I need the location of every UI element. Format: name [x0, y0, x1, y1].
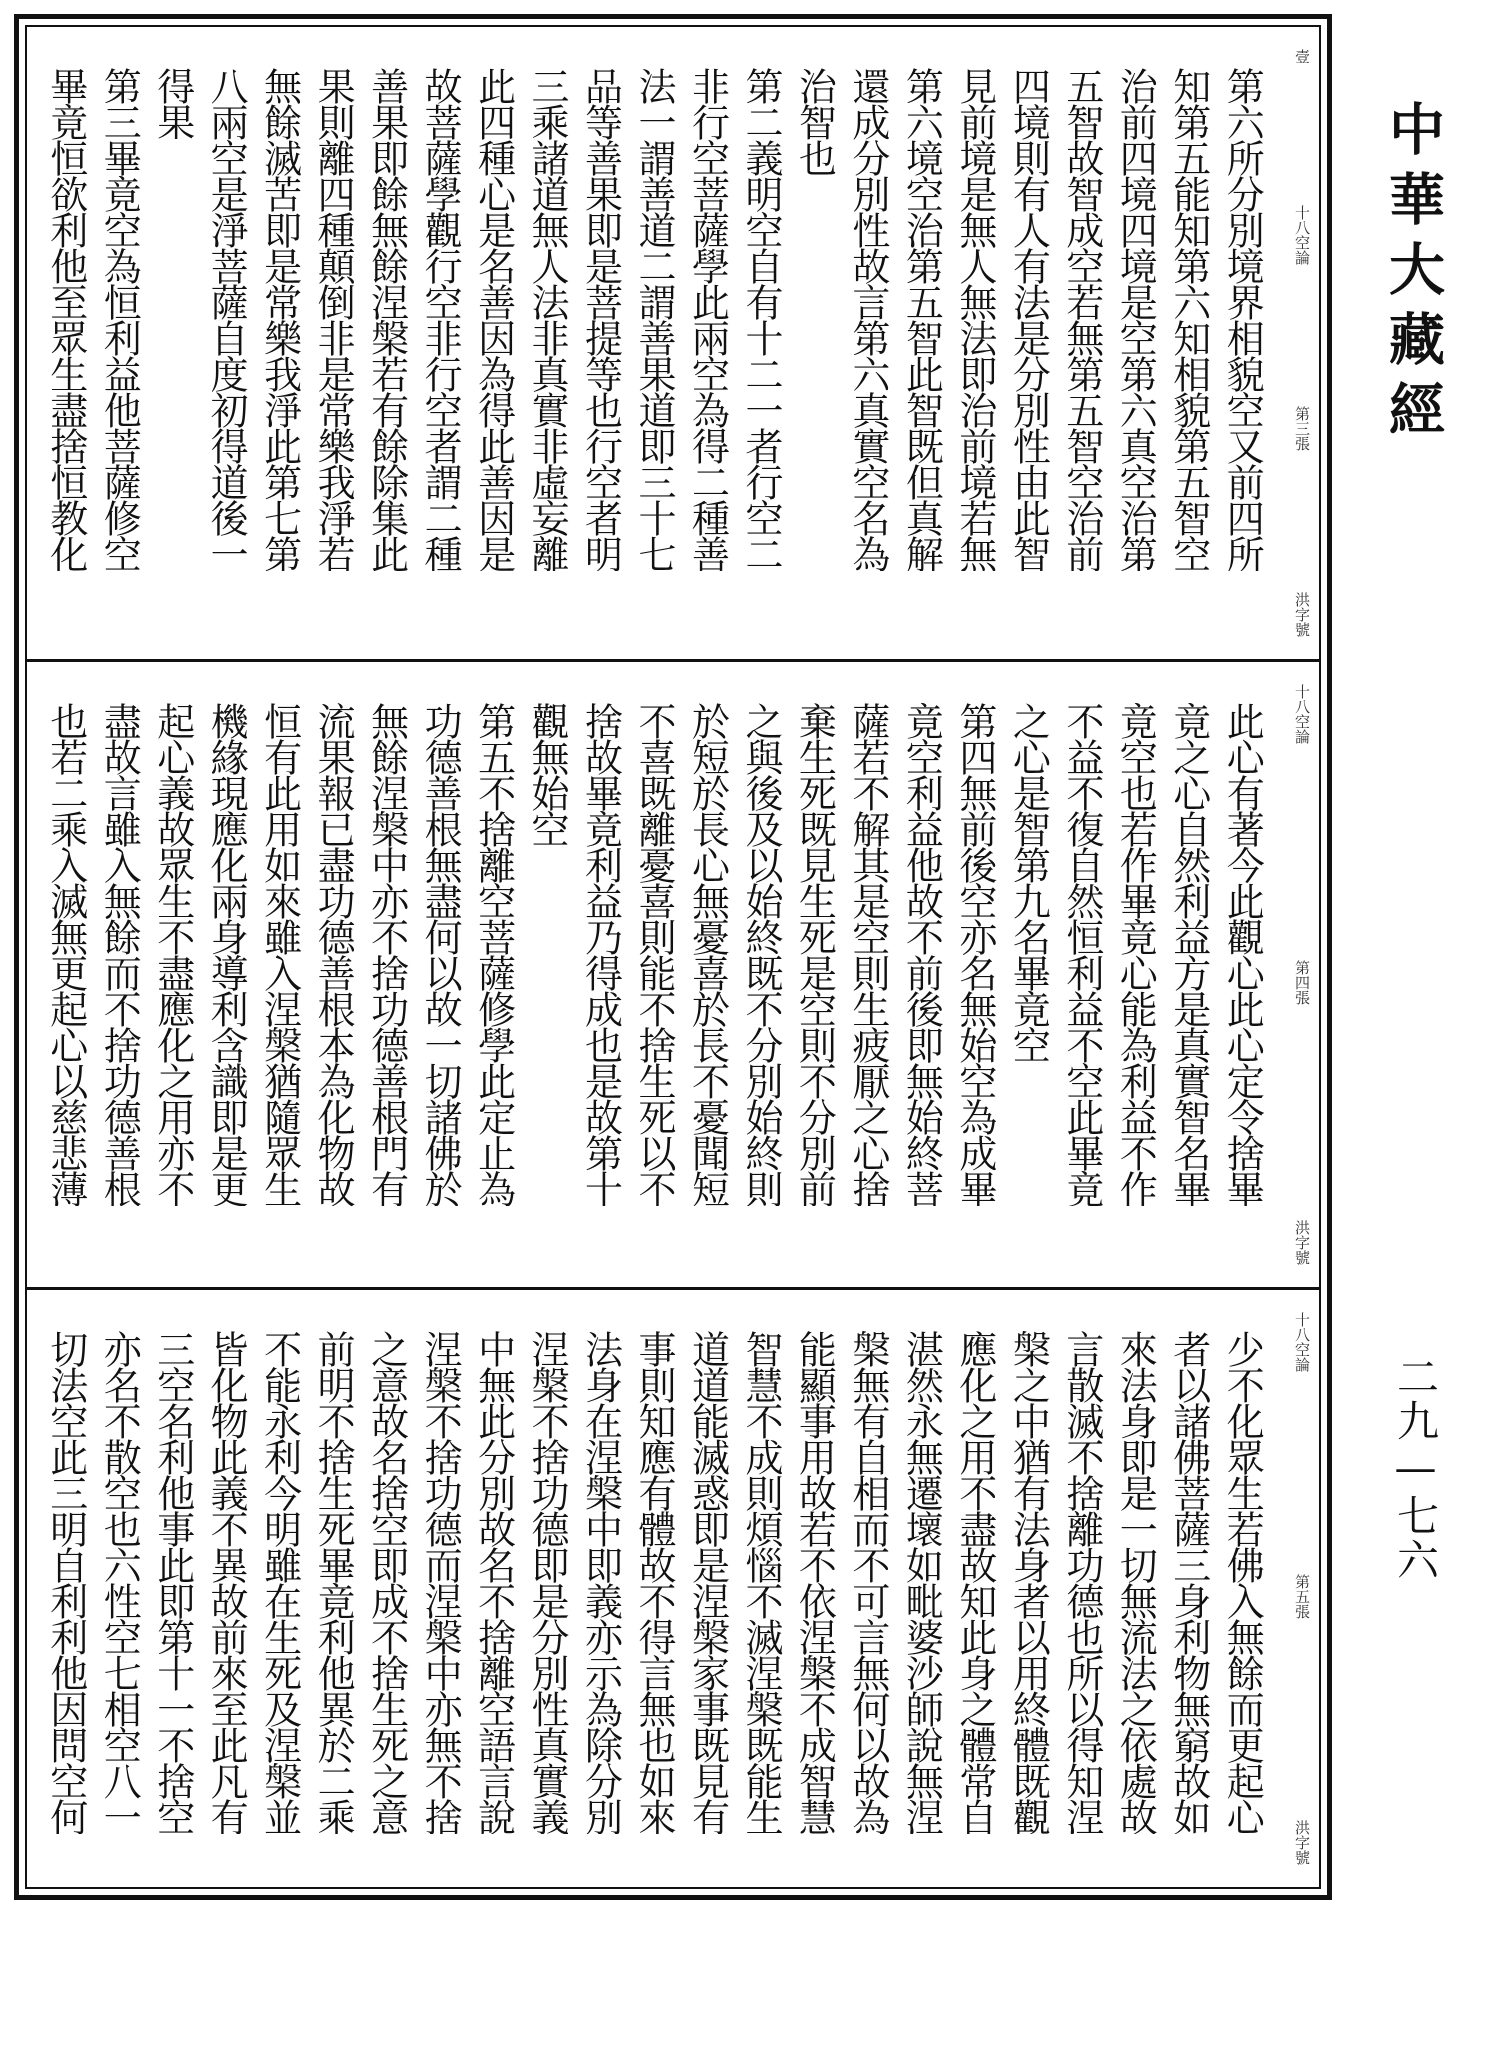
text-column: 第四無前後空亦名無始空為成畢 — [952, 702, 997, 1206]
text-column: 之與後及以始終既不分別始終則 — [738, 702, 783, 1206]
text-column: 法身在涅槃中即義亦示為除分別 — [578, 1330, 623, 1834]
text-column: 事則知應有體故不得言無也如來 — [632, 1330, 676, 1834]
text-column: 第六所分別境界相貌空又前四所 — [1220, 67, 1265, 571]
text-column: 三空名利他事此即第十一不捨空 — [150, 1330, 195, 1834]
text-column: 治智也 — [792, 67, 837, 175]
margin-note-text: 第三張 — [1293, 406, 1311, 451]
text-column: 捨故畢竟利益乃得成也是故第十 — [578, 702, 623, 1206]
text-column: 法一謂善道二謂善果道即三十七 — [632, 67, 676, 571]
text-column: 善果即餘無餘涅槃若有餘除集此 — [364, 67, 409, 571]
text-column: 無餘滅苦即是常樂我淨此第七第 — [257, 67, 302, 571]
text-column: 功德善根無盡何以故一切諸佛於 — [418, 702, 463, 1206]
text-column: 竟空也若作畢竟心能為利益不作 — [1113, 702, 1158, 1206]
text-column: 棄生死既見生死是空則不分別前 — [792, 702, 837, 1206]
margin-note-text: 洪字號 — [1293, 1820, 1311, 1865]
text-column: 應化之用不盡故知此身之體常自 — [952, 1330, 997, 1834]
text-column: 第二義明空自有十二一者行空二 — [738, 67, 783, 571]
text-column: 第五不捨離空菩薩修學此定止為 — [471, 702, 516, 1206]
margin-note-text: 壹 — [1293, 49, 1311, 64]
text-column: 也若二乘入滅無更起心以慈悲薄 — [43, 702, 88, 1206]
text-column: 此心有著今此觀心此心定令捨畢 — [1220, 702, 1265, 1206]
text-column: 不能永利今明雖在生死及涅槃並 — [257, 1330, 302, 1834]
text-column: 故菩薩學觀行空非行空者謂二種 — [418, 67, 463, 571]
text-column: 不益不復自然恒利益不空此畢竟 — [1059, 702, 1104, 1206]
text-column: 三乘諸道無人法非真實非虛妄離 — [525, 67, 570, 571]
text-column: 之心是智第九名畢竟空 — [1006, 702, 1051, 1062]
text-column: 切法空此三明自利利他因問空何 — [43, 1330, 88, 1834]
text-column: 言散滅不捨離功德也所以得知涅 — [1059, 1330, 1104, 1834]
text-column: 四境則有人有法是分別性由此智 — [1006, 67, 1051, 571]
margin-note — [1291, 684, 1313, 1265]
text-column: 槃之中猶有法身者以用終體既觀 — [1006, 1330, 1051, 1834]
text-column: 流果報已盡功德善根本為化物故 — [311, 702, 356, 1206]
text-column: 果則離四種顛倒非是常樂我淨若 — [311, 67, 356, 571]
side-title: 中華大藏經 — [1380, 100, 1446, 450]
text-column: 中無此分別故名不捨離空語言說 — [471, 1330, 516, 1834]
text-column: 盡故言雖入無餘而不捨功德善根 — [97, 702, 142, 1206]
text-column: 見前境是無人無法即治前境若無 — [952, 67, 997, 571]
text-column: 無餘涅槃中亦不捨功德善根門有 — [364, 702, 409, 1206]
margin-note-text: 十八空論 — [1293, 205, 1311, 265]
text-panel-3 — [27, 1290, 1319, 1887]
text-column: 得果 — [150, 67, 195, 139]
text-column: 之意故名捨空即成不捨生死之意 — [364, 1330, 409, 1834]
margin-note-text: 第四張 — [1293, 959, 1311, 1005]
text-column: 前明不捨生死畢竟利他異於二乘 — [311, 1330, 356, 1834]
margin-note-text: 洪字號 — [1293, 1220, 1311, 1265]
text-column: 智慧不成則煩惱不滅涅槃既能生 — [738, 1330, 783, 1834]
text-column: 道道能滅惑即是涅槃家事既見有 — [685, 1330, 730, 1834]
text-column: 者以諸佛菩薩三身利物無窮故如 — [1166, 1330, 1211, 1834]
margin-note-text: 第五張 — [1293, 1573, 1311, 1619]
text-column: 非行空菩薩學此兩空為得二種善 — [685, 67, 730, 571]
page-frame-inner — [25, 25, 1321, 1889]
margin-note — [1291, 1312, 1313, 1865]
text-column: 湛然永無遷壞如毗婆沙師說無涅 — [899, 1330, 944, 1834]
text-column: 槃無有自相而不可言無何以故為 — [845, 1330, 890, 1834]
text-column: 知第五能知第六知相貌第五智空 — [1166, 67, 1211, 571]
text-column: 涅槃不捨功德而涅槃中亦無不捨 — [418, 1330, 463, 1834]
text-column: 恒有此用如來雖入涅槃猶隨眾生 — [257, 702, 302, 1206]
text-column: 八兩空是淨菩薩自度初得道後一 — [204, 67, 249, 571]
text-column: 機緣現應化兩身導利含識即是更 — [204, 702, 249, 1206]
text-column: 五智故智成空若無第五智空治前 — [1059, 67, 1104, 571]
text-column: 薩若不解其是空則生疲厭之心捨 — [845, 702, 890, 1206]
text-column: 第六境空治第五智此智既但真解 — [899, 67, 944, 571]
text-column: 起心義故眾生不盡應化之用亦不 — [150, 702, 195, 1206]
text-column: 竟之心自然利益方是真實智名畢 — [1166, 702, 1211, 1206]
margin-note — [1291, 49, 1313, 637]
text-column: 畢竟恒欲利他至眾生盡捨恒教化 — [43, 67, 88, 571]
page-frame — [14, 14, 1332, 1900]
text-column: 來法身即是一切無流法之依處故 — [1113, 1330, 1158, 1834]
text-column: 能顯事用故若不依涅槃不成智慧 — [792, 1330, 837, 1834]
text-column: 於短於長心無憂喜於長不憂聞短 — [685, 702, 730, 1206]
text-column: 治前四境四境是空第六真空治第 — [1113, 67, 1158, 571]
margin-note-text: 十八空論 — [1293, 1312, 1311, 1372]
text-column: 此四種心是名善因為得此善因是 — [471, 67, 516, 571]
text-column: 品等善果即是菩提等也行空者明 — [578, 67, 623, 571]
text-column: 不喜既離憂喜則能不捨生死以不 — [632, 702, 676, 1206]
text-column: 還成分別性故言第六真實空名為 — [845, 67, 890, 571]
text-column: 亦名不散空也六性空七相空八一 — [97, 1330, 142, 1834]
text-panel-1 — [27, 27, 1319, 662]
text-panel-2 — [27, 662, 1319, 1290]
page-number: 二九—七六 — [1391, 1355, 1440, 1582]
margin-note-text: 洪字號 — [1293, 592, 1311, 637]
text-column: 涅槃不捨功德即是分別性真實義 — [525, 1330, 570, 1834]
text-column: 觀無始空 — [525, 702, 570, 846]
margin-note-text: 十八空論 — [1293, 684, 1311, 744]
text-column: 皆化物此義不異故前來至此凡有 — [204, 1330, 249, 1834]
text-column: 竟空利益他故不前後即無始終菩 — [899, 702, 944, 1206]
text-column: 少不化眾生若佛入無餘而更起心 — [1220, 1330, 1265, 1834]
text-column: 第三畢竟空為恒利益他菩薩修空 — [97, 67, 142, 571]
